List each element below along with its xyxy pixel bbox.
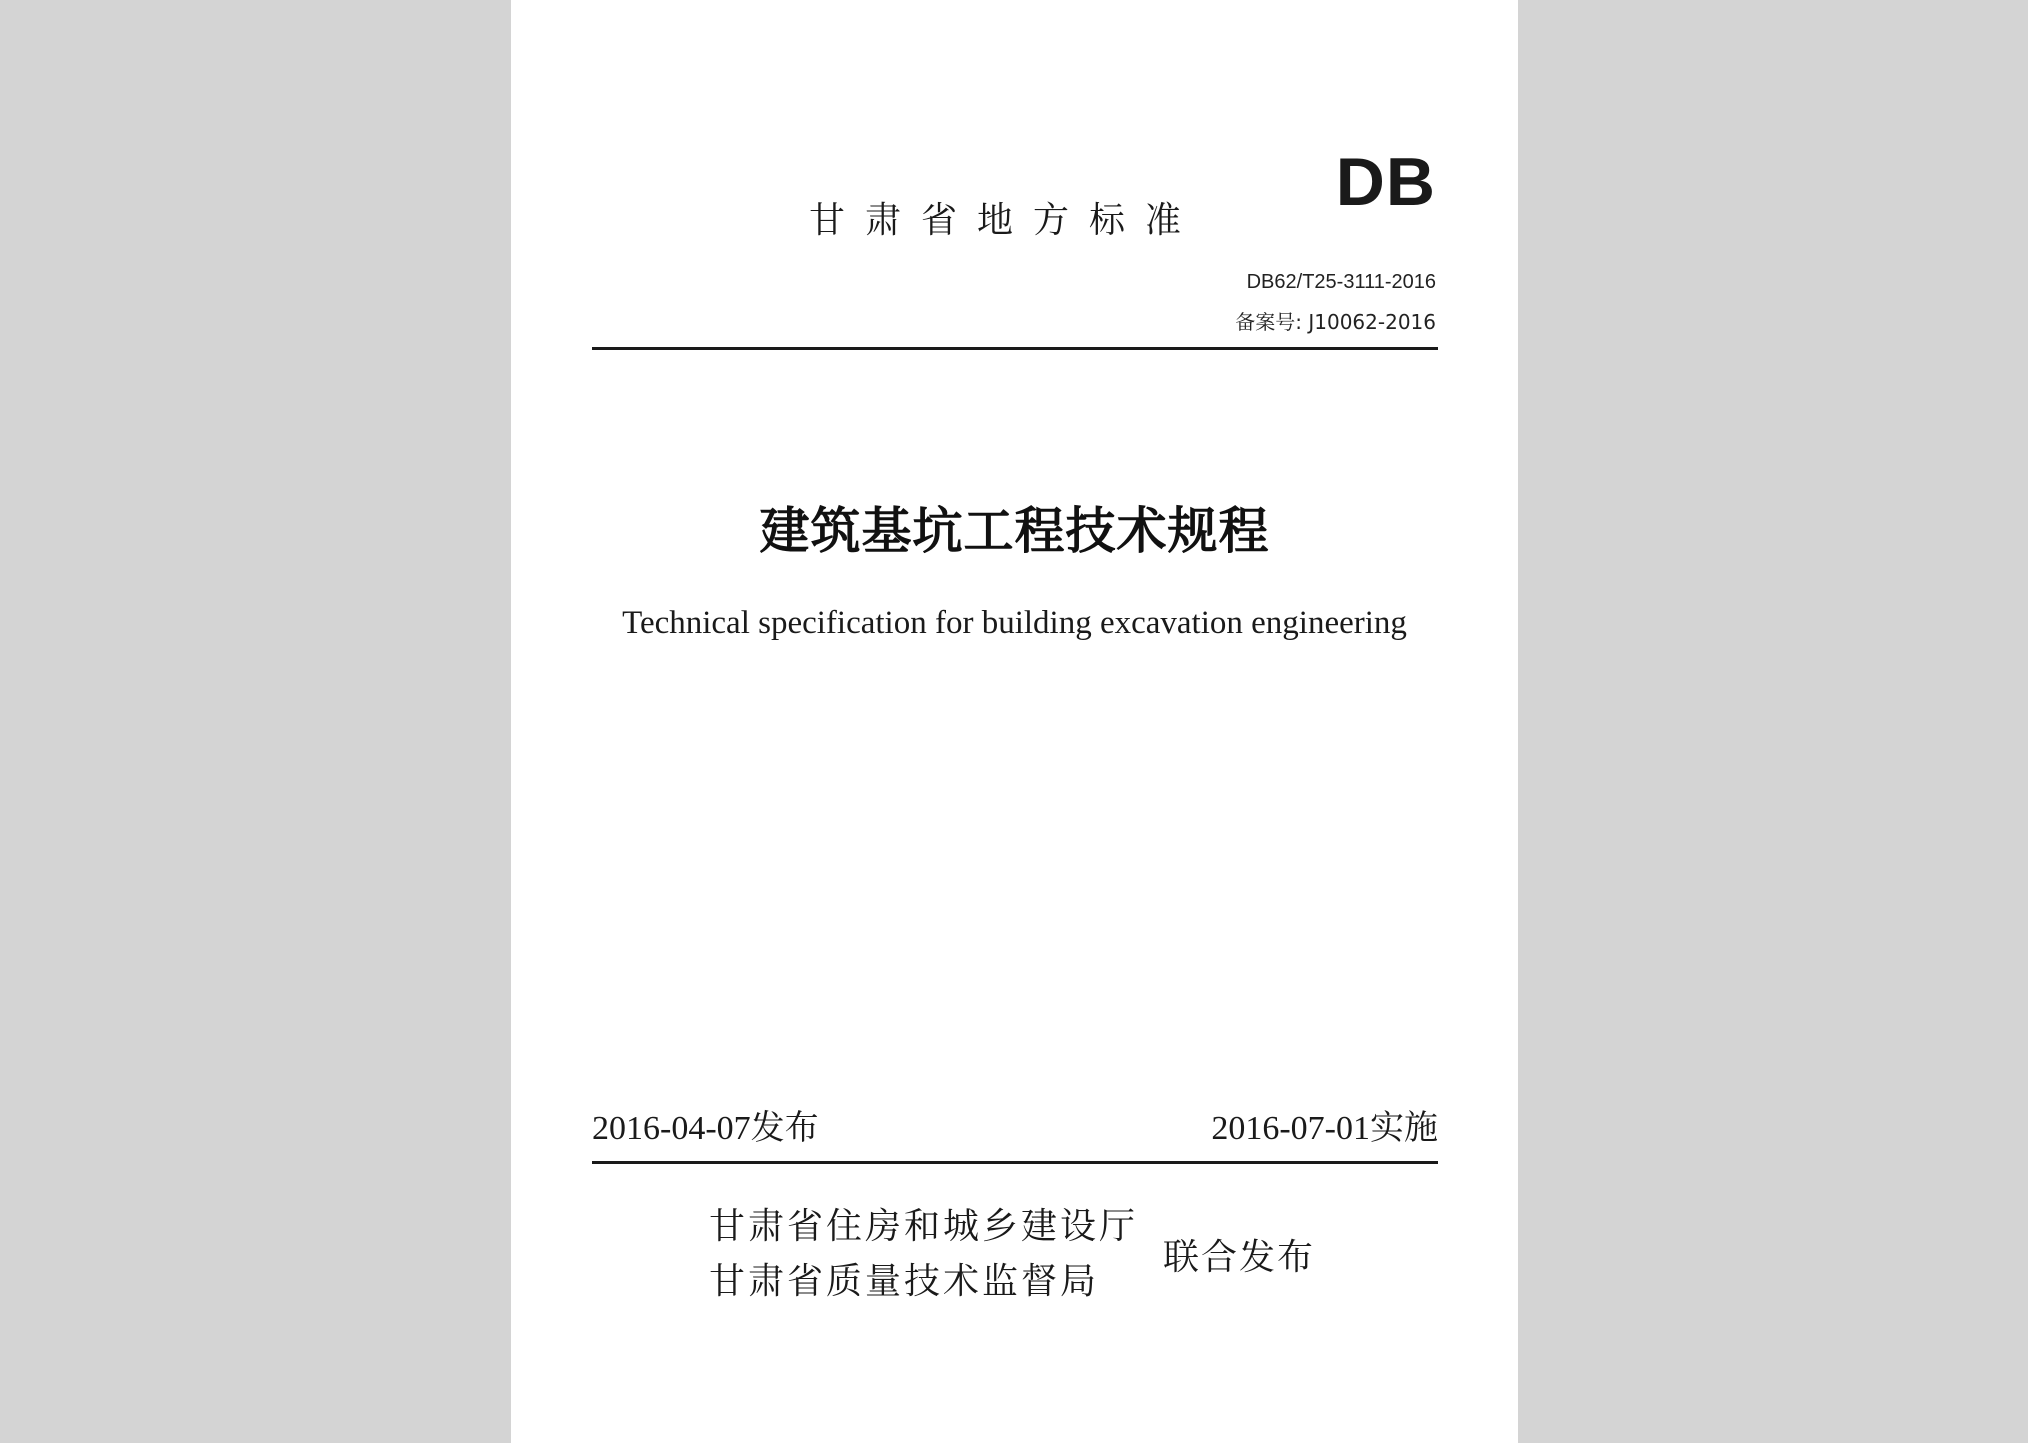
effective-date: 2016-07-01实施: [1211, 1110, 1438, 1147]
header-divider: [592, 347, 1438, 350]
issue-date: 2016-04-07发布: [592, 1110, 819, 1147]
title-english: Technical specification for building excavation engineering: [622, 605, 1407, 641]
footer-divider: [592, 1161, 1438, 1164]
issuer-housing-dept: 甘肃省住房和城乡建设厅: [709, 1206, 1139, 1247]
record-number: 备案号: J10062-2016: [1235, 310, 1436, 334]
document-page: [511, 0, 1518, 1443]
db-mark: DB: [1335, 144, 1436, 220]
issuer-quality-bureau: 甘肃省质量技术监督局: [709, 1261, 1100, 1302]
standard-code: DB62/T25-3111-2016: [1246, 271, 1436, 293]
joint-release-label: 联合发布: [1163, 1237, 1316, 1278]
standard-type: 甘肃省地方标准: [809, 200, 1202, 241]
title-chinese: 建筑基坑工程技术规程: [759, 501, 1270, 560]
